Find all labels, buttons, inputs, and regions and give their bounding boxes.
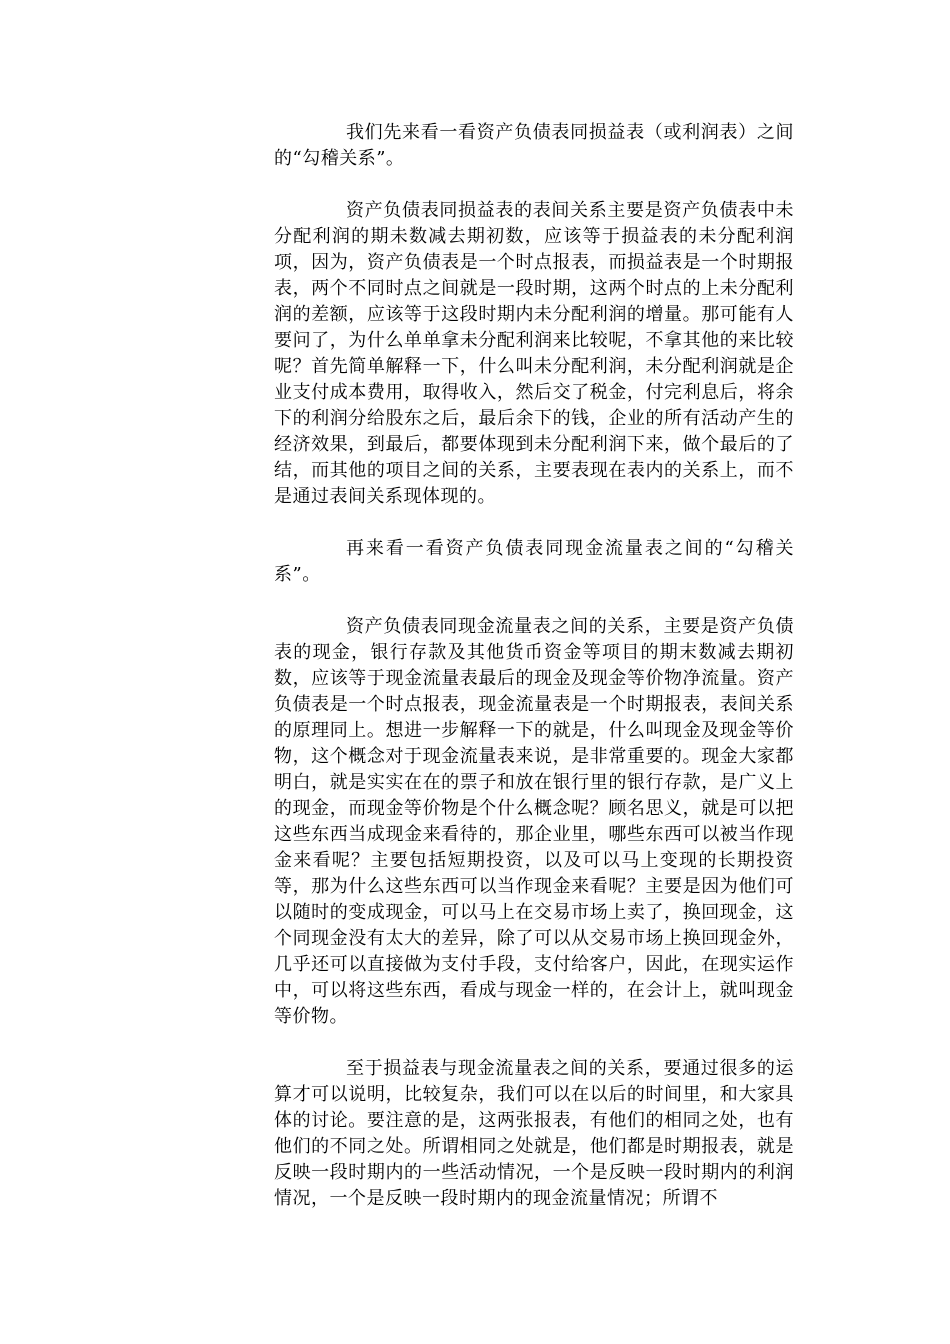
- paragraph-income-statement-relation: 资产负债表同损益表的表间关系主要是资产负债表中未分配利润的期未数减去期初数，应该等于损益表的未分配利润项，因为，资产负债表是一个时点报表，而损益表是一个时期报表，两个不同时点之间就是一段时期，这两个时点的上未分配利润的差额，应该等于这段时期内未分配利润的增量。那可能有人要问了，为什么单单拿未分配利润来比较呢，不拿其他的来比较呢？首先简单解释一下，什么叫未分配利润，未分配利润就是企业支付成本费用，取得收入，然后交了税金，付完利息后，将余下的利润分给股东之后，最后余下的钱，企业的所有活动产生的经济效果，到最后，都要体现到未分配利润下来，做个最后的了结，而其他的项目之间的关系，主要表现在表内的关系上，而不是通过表间关系现体现的。: [274, 200, 794, 507]
- document-page: [274, 120, 794, 1238]
- paragraph-intro-cash-flow: 再来看一看资产负债表同现金流量表之间的“勾稽关系”。: [274, 538, 794, 585]
- paragraph-income-vs-cash-flow: 至于损益表与现金流量表之间的关系，要通过很多的运算才可以说明，比较复杂，我们可以在以后的时间里，和大家具体的讨论。要注意的是，这两张报表，有他们的相同之处，也有他们的不同之处。所谓相同之处就是，他们都是时期报表，就是反映一段时期内的一些活动情况，一个是反映一段时期内的利润情况，一个是反映一段时期内的现金流量情况；所谓不: [274, 1058, 794, 1209]
- paragraph-cash-flow-relation: 资产负债表同现金流量表之间的关系，主要是资产负债表的现金，银行存款及其他货币资金等项目的期末数减去期初数，应该等于现金流量表最后的现金及现金等价物净流量。资产负债表是一个时点报表，现金流量表是一个时期报表，表间关系的原理同上。想进一步解释一下的就是，什么叫现金及现金等价物，这个概念对于现金流量表来说，是非常重要的。现金大家都明白，就是实实在在的票子和放在银行里的银行存款，是广义上的现金，而现金等价物是个什么概念呢？顾名思义，就是可以把这些东西当成现金来看待的，那企业里，哪些东西可以被当作现金来看呢？主要包括短期投资，以及可以马上变现的长期投资等，那为什么这些东西可以当作现金来看呢？主要是因为他们可以随时的变成现金，可以马上在交易市场上卖了，换回现金，这个同现金没有太大的差异，除了可以从交易市场上换回现金外，几乎还可以直接做为支付手段，支付给客户，因此，在现实运作中，可以将这些东西，看成与现金一样的，在会计上，就叫现金等价物。: [274, 616, 794, 1027]
- paragraph-intro-income-statement: 我们先来看一看资产负债表同损益表（或利润表）之间的“勾稽关系”。: [274, 122, 794, 169]
